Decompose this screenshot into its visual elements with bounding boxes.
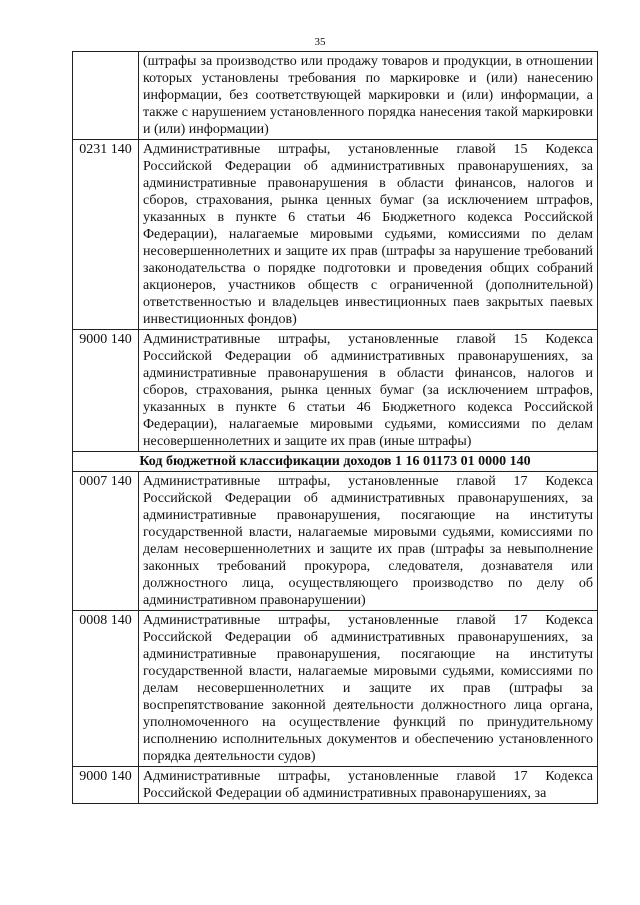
table-row	[73, 330, 598, 452]
budget-classification-table	[72, 51, 598, 804]
code-cell: 9000 140	[73, 767, 139, 804]
description-cell: (штрафы за производство или продажу товаров и продукции, в отношении которых установлены требования по маркировке и (или) нанесению информации, без соответствующей маркировки и (или) информации, а также с нарушением установленного порядка нанесения такой маркировки и (или) информации)	[139, 52, 598, 140]
code-cell: 9000 140	[73, 330, 139, 452]
code-cell	[73, 52, 139, 140]
table-row	[73, 52, 598, 140]
table-row	[73, 472, 598, 611]
description-cell: Административные штрафы, установленные главой 15 Кодекса Российской Федерации об административных правонарушениях, за административные правонарушения в области финансов, налогов и сборов, страхования, рынка ценных бумаг (за исключением штрафов, указанных в пункте 6 статьи 46 Бюджетного кодекса Российской Федерации), налагаемые мировыми судьями, комиссиями по делам несовершеннолетних и защите их прав (штрафы за нарушение требований законодательства о порядке подготовки и проведения общих собраний акционеров, участников обществ с ограниченной (дополнительной) ответственностью и владельцев инвестиционных паев закрытых паевых инвестиционных фондов)	[139, 140, 598, 330]
code-cell: 0231 140	[73, 140, 139, 330]
code-cell: 0007 140	[73, 472, 139, 611]
code-cell: 0008 140	[73, 611, 139, 767]
section-header: Код бюджетной классификации доходов 1 16 01173 01 0000 140	[73, 452, 598, 472]
section-header-row	[73, 452, 598, 472]
page-number: 35	[314, 36, 326, 48]
description-cell: Административные штрафы, установленные главой 17 Кодекса Российской Федерации об административных правонарушениях, за	[139, 767, 598, 804]
table-row	[73, 611, 598, 767]
description-cell: Административные штрафы, установленные главой 17 Кодекса Российской Федерации об административных правонарушениях, за административные правонарушения, посягающие на институты государственной власти, налагаемые мировыми судьями, комиссиями по делам несовершеннолетних и защите их прав (штрафы за воспрепятствование законной деятельности должностного лица органа, уполномоченного на осуществление функций по принудительному исполнению исполнительных документов и обеспечению установленного порядка деятельности судов)	[139, 611, 598, 767]
description-cell: Административные штрафы, установленные главой 15 Кодекса Российской Федерации об административных правонарушениях, за административные правонарушения в области финансов, налогов и сборов, страхования, рынка ценных бумаг (за исключением штрафов, указанных в пункте 6 статьи 46 Бюджетного кодекса Российской Федерации), налагаемые мировыми судьями, комиссиями по делам несовершеннолетних и защите их прав (иные штрафы)	[139, 330, 598, 452]
table-row	[73, 767, 598, 804]
table-row	[73, 140, 598, 330]
description-cell: Административные штрафы, установленные главой 17 Кодекса Российской Федерации об административных правонарушениях, за административные правонарушения, посягающие на институты государственной власти, налагаемые мировыми судьями, комиссиями по делам несовершеннолетних и защите их прав (штрафы за невыполнение законных требований прокурора, следователя, дознавателя или должностного лица, осуществляющего производство по делу об административном правонарушении)	[139, 472, 598, 611]
